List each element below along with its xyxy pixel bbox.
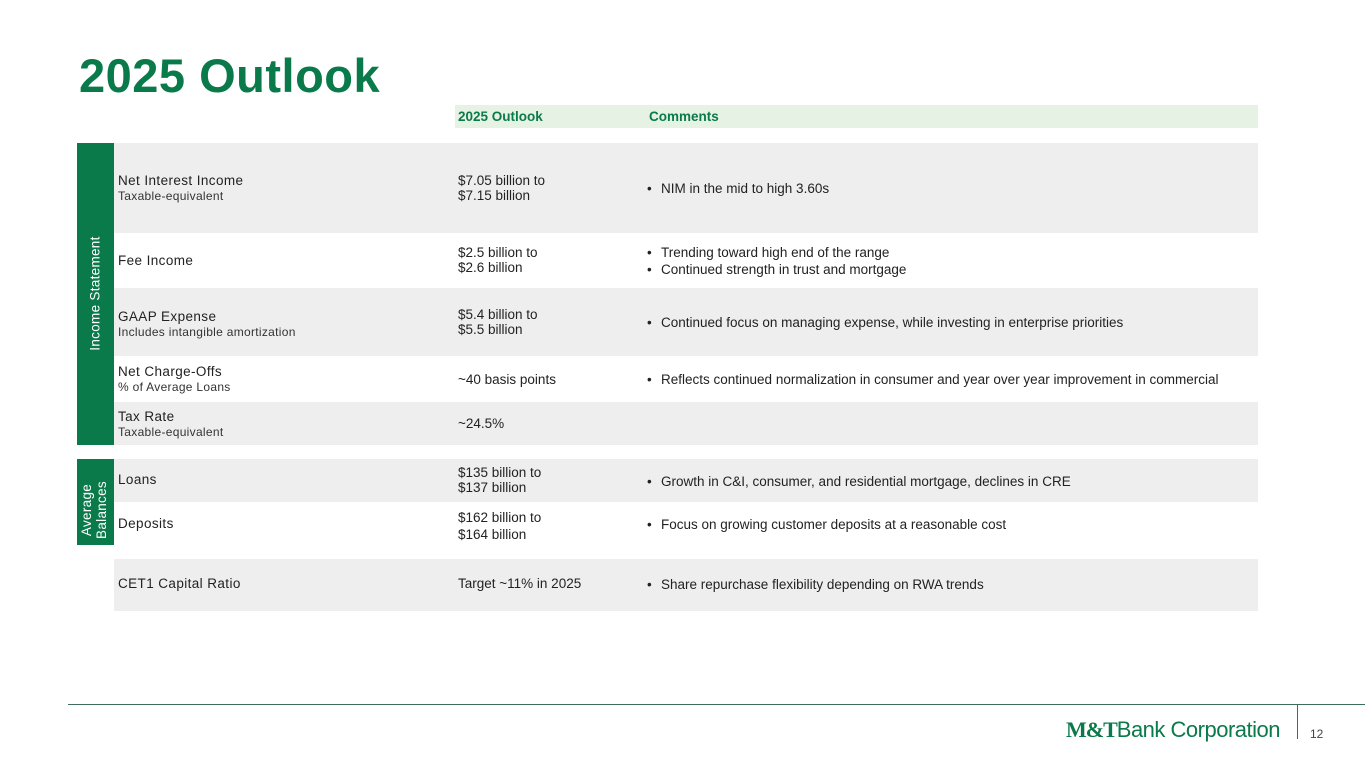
comment-bullet: • Growth in C&I, consumer, and residential mortgage, declines in CRE [647, 473, 1071, 490]
header-comments: Comments [649, 109, 719, 124]
row-value-line1: ~24.5% [458, 416, 505, 431]
row-value [458, 509, 541, 543]
row-value [458, 576, 581, 591]
group-average-balances-line2: Balances [94, 481, 109, 539]
row-comments [647, 371, 1219, 388]
row-value-line2: $5.5 billion [458, 322, 523, 337]
row-label: Deposits [118, 516, 174, 531]
comment-bullet: • Continued strength in trust and mortgage [647, 261, 906, 278]
row-value [458, 173, 545, 203]
group-average-balances-line1: Average [79, 483, 94, 537]
row-value-line2: $137 billion [458, 480, 527, 495]
group-income-statement-label: Income Statement [87, 236, 103, 351]
logo-mark: M&T [1066, 717, 1117, 742]
row-value-line1: $162 billion to [458, 510, 542, 525]
row-value [458, 245, 538, 275]
row-comments [647, 314, 1123, 331]
row-comments [647, 473, 1071, 490]
table-row [114, 356, 1258, 402]
table-row [114, 143, 1258, 233]
row-sublabel: Includes intangible amortization [118, 325, 296, 339]
row-label: CET1 Capital Ratio [118, 576, 241, 591]
row-label: Net Interest Income [118, 173, 244, 188]
group-income-statement [77, 143, 114, 445]
logo-text: Bank Corporation [1116, 717, 1280, 742]
group-average-balances-label [79, 470, 111, 550]
row-value-line2: $164 billion [458, 527, 527, 542]
row-sublabel: Taxable-equivalent [118, 425, 224, 439]
table-row [114, 502, 1258, 545]
group-average-balances [77, 459, 114, 545]
row-value-line1: Target ~11% in 2025 [458, 576, 582, 591]
row-value-line2: $2.6 billion [458, 260, 523, 275]
comment-bullet: • NIM in the mid to high 3.60s [647, 180, 829, 197]
footer-divider [68, 704, 1365, 705]
row-value-line1: $2.5 billion to [458, 245, 538, 260]
company-logo [1066, 717, 1280, 743]
row-value [458, 416, 504, 431]
comment-bullet: • Focus on growing customer deposits at a reasonable cost [647, 516, 1006, 533]
comment-bullet: • Reflects continued normalization in consumer and year over year improvement in commercial [647, 371, 1219, 388]
row-comments [647, 244, 906, 278]
page-title: 2025 Outlook [79, 49, 381, 102]
table-row [114, 459, 1258, 502]
footer-separator [1297, 705, 1298, 739]
row-value-line2: $7.15 billion [458, 188, 531, 203]
row-value [458, 465, 541, 495]
table-row [114, 402, 1258, 445]
row-label: Loans [118, 472, 157, 487]
row-value-line1: $5.4 billion to [458, 307, 538, 322]
comment-bullet: • Share repurchase flexibility depending on RWA trends [647, 576, 984, 593]
row-label: Tax Rate [118, 409, 175, 424]
row-comments [647, 180, 829, 197]
row-label: GAAP Expense [118, 309, 217, 324]
row-value-line1: $135 billion to [458, 465, 542, 480]
table-header [455, 105, 1258, 128]
row-value [458, 307, 538, 337]
row-value [458, 372, 556, 387]
header-outlook: 2025 Outlook [458, 109, 543, 124]
row-value-line1: $7.05 billion to [458, 173, 546, 188]
table-row [114, 288, 1258, 356]
row-comments [647, 576, 984, 593]
row-value-line1: ~40 basis points [458, 372, 556, 387]
row-sublabel: % of Average Loans [118, 380, 231, 394]
page-number: 12 [1310, 727, 1324, 741]
row-comments [647, 516, 1006, 533]
comment-bullet: • Trending toward high end of the range [647, 244, 906, 261]
row-label: Net Charge-Offs [118, 364, 223, 379]
table-row [114, 559, 1258, 611]
comment-bullet: • Continued focus on managing expense, while investing in enterprise priorities [647, 314, 1123, 331]
row-sublabel: Taxable-equivalent [118, 189, 224, 203]
table-row [114, 233, 1258, 288]
row-label: Fee Income [118, 253, 194, 268]
